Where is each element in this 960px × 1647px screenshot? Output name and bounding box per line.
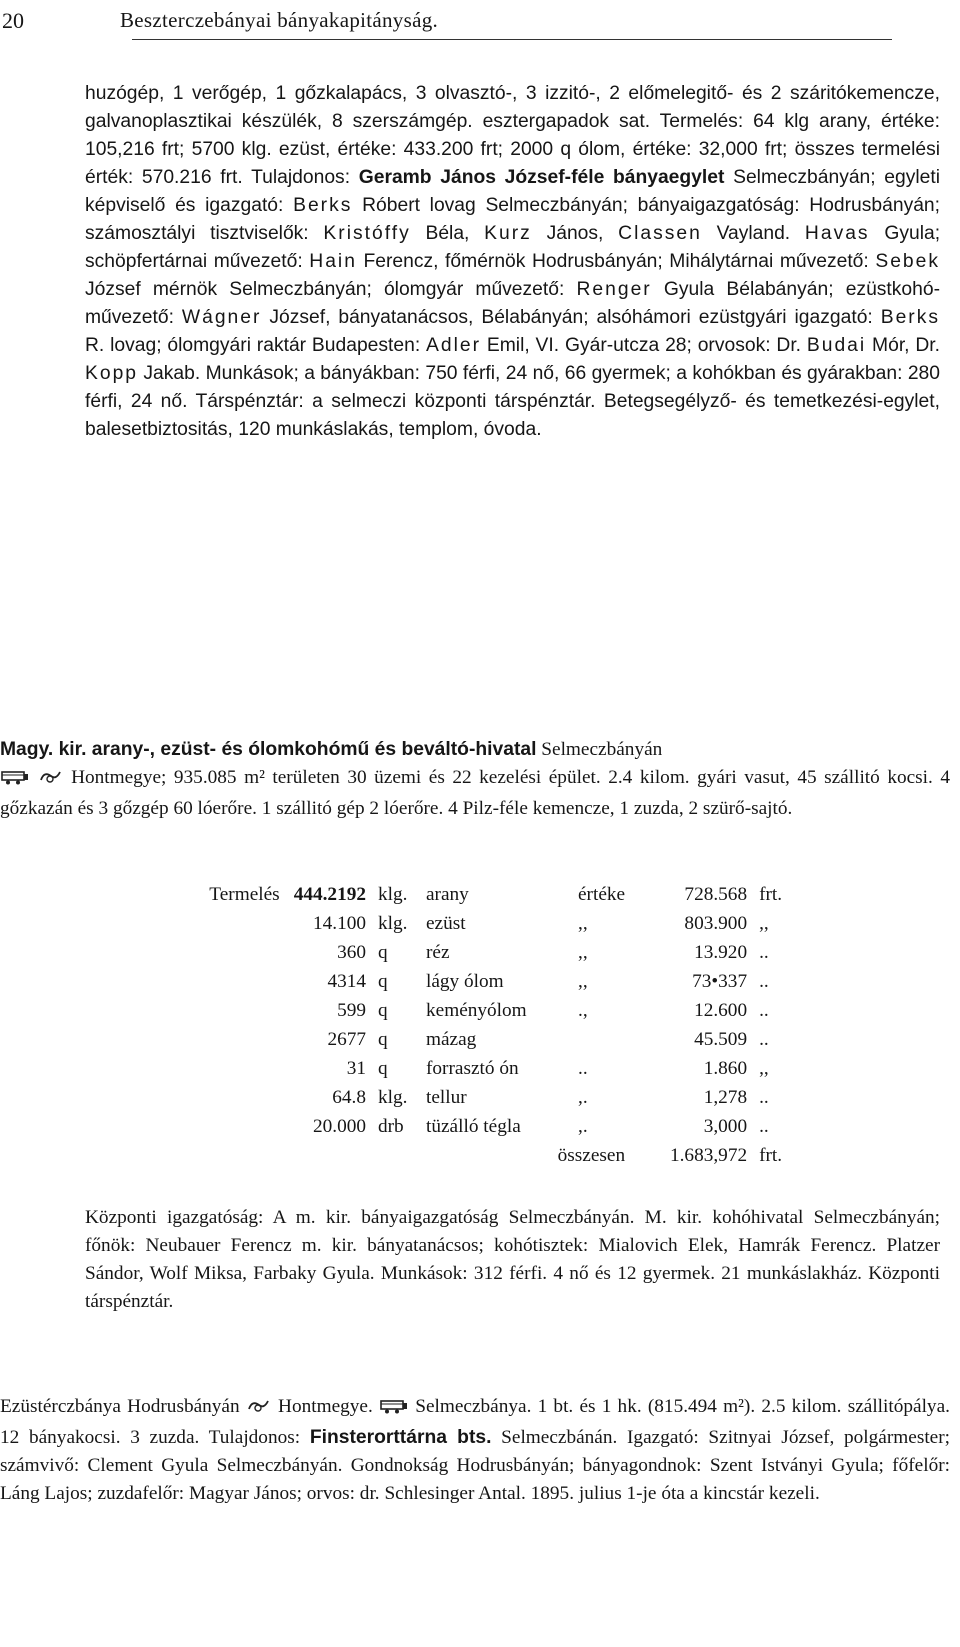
page-header: [0, 8, 960, 38]
qty-cell: 444.2192: [293, 884, 366, 905]
text-run: Selmeczbányán; egyleti képviselő és igazgató:: [85, 167, 941, 216]
production-row: [200, 1025, 805, 1054]
production-row: [200, 938, 805, 967]
text-run: János,: [546, 223, 604, 244]
value-cell: 73•337: [692, 971, 748, 992]
unit-cell: q: [378, 942, 388, 963]
ditto-cell: .,: [578, 1000, 588, 1021]
text-run: Róbert lovag Selmeczbányán; bányaigazgatóság: Hodrusbányán; számosztályi tisztviselők:: [85, 195, 941, 244]
ditto-cell: ,,: [578, 971, 588, 992]
railway-station-icon: [0, 767, 30, 795]
value-cell: 12.600: [694, 1000, 748, 1021]
production-row: [200, 880, 805, 909]
entry-title: Ezüstérczbánya Hodrusbányán: [0, 1396, 240, 1417]
text-run: Ferencz, főmérnök Hodrusbányán; Mihálytárnai művezető:: [363, 251, 869, 272]
production-label: Termelés: [209, 884, 280, 905]
material-cell: mázag: [426, 1029, 477, 1050]
paragraph-central-directorate: [85, 1204, 940, 1316]
person-name: Havas: [804, 223, 870, 244]
text-run: Emil, VI. Gyár-utcza 28; orvosok: Dr.: [486, 335, 802, 356]
material-cell: lágy ólom: [426, 971, 504, 992]
value-cell: 3,000: [703, 1116, 748, 1137]
blank-cell: [200, 1141, 372, 1170]
post-horn-icon: [38, 767, 64, 795]
qty-cell: 20.000: [312, 1116, 366, 1137]
entry-title: Magy. kir. arany-, ezüst- és ólomkohómű és beváltó-hivatal: [0, 739, 537, 760]
ditto-cell: ..: [578, 1058, 588, 1079]
paragraph-silver-mine: [0, 1393, 950, 1508]
material-cell: tüzálló tégla: [426, 1116, 521, 1137]
place-name: Selmeczbányán: [541, 739, 663, 760]
page-number: 20: [2, 8, 24, 33]
text-run: Jakab. Munkások; a bányákban: 750 férfi, 24 nő, 66 gyermek; a kohókban és gyárakban: 280 férfi, 24 nő. Társpénztár: a selmeczi központi társpénztár. Betegsegélyző- és temetkezési-egylet, balesetbiztositás, 120 munkáslakás, templom, óvoda.: [85, 363, 940, 440]
person-name: Sebek: [875, 251, 940, 272]
production-row: [200, 1054, 805, 1083]
owner-label: Tulajdonos:: [251, 167, 351, 188]
cur-cell: ..: [759, 1029, 769, 1050]
person-name: Classen: [618, 223, 702, 244]
value-cell: 13.920: [694, 942, 748, 963]
value-cell: 1.860: [703, 1058, 748, 1079]
unit-cell: klg.: [378, 884, 408, 905]
text-line: és 2 száritókemencze, galvanoplasztikai készülék, 8 szerszámgép.: [85, 83, 940, 132]
ditto-cell: értéke: [578, 884, 626, 905]
text-run: Béla,: [425, 223, 470, 244]
text-run: Gyula Bélabányán; ezüstkohó-művezető:: [85, 279, 941, 328]
qty-cell: 599: [337, 1000, 366, 1021]
value-cell: 803.900: [684, 913, 748, 934]
value-cell: 728.568: [684, 884, 748, 905]
person-name: Hain: [309, 251, 357, 272]
railway-station-icon: [379, 1396, 409, 1424]
material-cell: ezüst: [426, 913, 466, 934]
total-value: 1.683,972: [669, 1145, 748, 1166]
ditto-cell: ,.: [578, 1087, 588, 1108]
text-line: összes termelési érték: 570.216 frt.: [85, 139, 941, 188]
production-label-and-qty: [200, 880, 372, 909]
header-rule: [132, 39, 892, 40]
production-table: [200, 880, 805, 1170]
post-horn-icon: [246, 1396, 272, 1424]
cur-cell: frt.: [759, 884, 783, 905]
material-cell: forrasztó ón: [426, 1058, 519, 1079]
person-name: Wágner: [181, 307, 262, 328]
material-cell: keményólom: [426, 1000, 527, 1021]
qty-cell: 4314: [327, 971, 366, 992]
production-row: [200, 1083, 805, 1112]
unit-cell: klg.: [378, 913, 408, 934]
owner-name: Geramb János József-féle bányaegylet: [358, 167, 725, 188]
ditto-cell: ,.: [578, 1116, 588, 1137]
cur-cell: ..: [759, 1116, 769, 1137]
text-line: 5700 klg. ezüst, értéke: 433.200 frt; 2000 q ólom, értéke: 32,000 frt;: [191, 139, 788, 160]
text-run: Selmeczbánán. Igazgató: Szitnyai József, polgármester; számvivő: Clement Gyula Selmeczbányán. Gondnokság Hodrusbányán; bányagondnok: Szent Istványi Gyula; főfelőr: Láng Lajos; zuzdafelőr: Magyar János; orvos: dr. Schlesinger Antal. 1895. julius 1-je óta a kincstár kezeli.: [0, 1427, 951, 1504]
paragraph-smelter: [0, 736, 950, 823]
running-head: Beszterczebányai bányakapitányság.: [120, 8, 439, 32]
paragraph-equipment-and-staff: [85, 80, 940, 444]
unit-cell: q: [378, 1000, 388, 1021]
text-run: József, bányatanácsos, Bélabányán; alsóhámori ezüstgyári igazgató:: [269, 307, 873, 328]
text-run: József mérnök Selmeczbányán; ólomgyár művezető:: [85, 279, 565, 300]
person-name: Kopp: [85, 363, 139, 384]
person-name: Budai: [806, 335, 867, 356]
material-cell: arany: [426, 884, 469, 905]
qty-cell: 2677: [327, 1029, 366, 1050]
production-row: [200, 1112, 805, 1141]
person-name: Renger: [576, 279, 652, 300]
unit-cell: q: [378, 1029, 388, 1050]
total-label: összesen: [557, 1145, 626, 1166]
qty-cell: 31: [346, 1058, 366, 1079]
cur-cell: ,,: [759, 1058, 769, 1079]
text-run: Mór, Dr.: [872, 335, 940, 356]
section-label: Központi igazgatóság:: [85, 1207, 264, 1228]
cur-cell: ,,: [759, 913, 769, 934]
text-run: Gyula; schöpfertárnai művezető:: [85, 223, 941, 272]
production-row: [200, 909, 805, 938]
value-cell: 1,278: [703, 1087, 748, 1108]
unit-cell: q: [378, 971, 388, 992]
qty-cell: 14.100: [312, 913, 366, 934]
ditto-cell: [572, 1025, 631, 1054]
value-cell: 45.509: [694, 1029, 748, 1050]
ditto-cell: ,,: [578, 942, 588, 963]
production-row: [200, 996, 805, 1025]
text-line: huzógép, 1 verőgép, 1 gőzkalapács, 3 olvasztó-, 3 izzitó-, 2 előmelegitő-: [85, 83, 734, 104]
material-cell: réz: [426, 942, 450, 963]
ditto-cell: ,,: [578, 913, 588, 934]
owner-name: Finsterorttárna bts.: [309, 1427, 492, 1448]
person-name: Kristóffy: [323, 223, 411, 244]
text-run: Selmeczbánya. 1 bt. és 1 hk. (815.494 m²). 2.5 kilom. szállitópálya. 12 bányakocsi. 3 zuzda. Tulajdonos:: [0, 1396, 950, 1448]
text-run: Hontmegye.: [278, 1396, 373, 1417]
person-name: Kurz: [484, 223, 532, 244]
blank-cell: [372, 1141, 420, 1170]
text-run: Vayland.: [716, 223, 791, 244]
cur-cell: ..: [759, 971, 769, 992]
cur-cell: ..: [759, 1087, 769, 1108]
unit-cell: drb: [378, 1116, 404, 1137]
unit-cell: klg.: [378, 1087, 408, 1108]
text-run: A m. kir. bányaigazgatóság Selmeczbányán. M. kir. kohóhivatal Selmeczbányán; főnök: Neubauer Ferencz m. kir. bányatanácsos; kohótisztek: Mialovich Elek, Hamrák Ferencz. Platzer Sándor, Wolf Miksa, Farbaky Gyula. Munkások: 312 férfi. 4 nő és 12 gyermek. 21 munkáslakház. Központi társpénztár.: [85, 1207, 940, 1312]
total-currency: frt.: [759, 1145, 783, 1166]
cur-cell: ..: [759, 942, 769, 963]
person-name: Berks: [880, 307, 941, 328]
person-name: Berks: [293, 195, 353, 216]
text-line: esztergapadok sat. Termelés: 64 klg arany, értéke: 105,216 frt;: [85, 111, 940, 160]
person-name: Adler: [426, 335, 482, 356]
text-run: Hontmegye; 935.085 m² területen 30 üzemi és 22 kezelési épület. 2.4 kilom. gyári vasut, 45 szállitó kocsi. 4 gőzkazán és 3 gőzgép 60 lóerőre. 1 szállitó gép 2 lóerőre. 4 Pilz-féle kemencze, 1 zuzda, 2 szürő-sajtó.: [0, 767, 951, 819]
text-run: R. lovag; ólomgyári raktár Budapesten:: [85, 335, 421, 356]
unit-cell: q: [378, 1058, 388, 1079]
total-row: [200, 1141, 805, 1170]
production-row: [200, 967, 805, 996]
cur-cell: ..: [759, 1000, 769, 1021]
material-cell: tellur: [426, 1087, 467, 1108]
qty-cell: 64.8: [332, 1087, 366, 1108]
qty-cell: 360: [337, 942, 366, 963]
